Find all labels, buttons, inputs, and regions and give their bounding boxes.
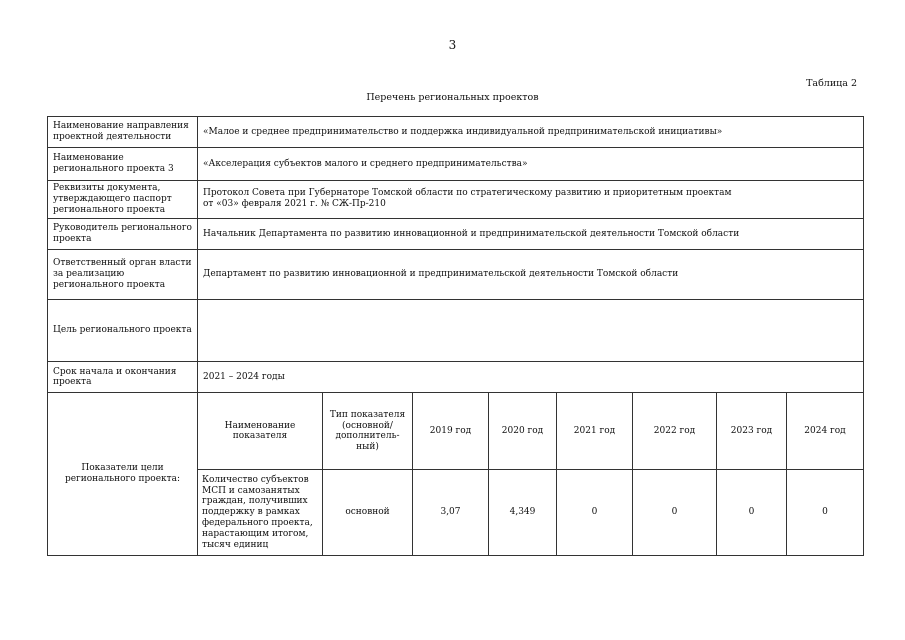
indicators-header-row — [48, 393, 864, 470]
goal-value — [198, 299, 864, 362]
document-value-line1: Протокол Совета при Губернаторе Томской области по стратегическому развитию и приоритетным проектам — [203, 188, 732, 199]
direction-value: «Малое и среднее предпринимательство и поддержка индивидуальной предпринимательской инициативы» — [198, 117, 864, 148]
term-label: Срок начала и окончания проекта — [48, 362, 198, 393]
project-value: «Акселерация субъектов малого и среднего предпринимательства» — [198, 148, 864, 180]
indicator-value-2022: 0 — [633, 470, 717, 556]
indicator-name-header: Наименование показателя — [198, 393, 323, 470]
indicator-value-2021: 0 — [557, 470, 633, 556]
document-value — [198, 180, 864, 218]
indicator-name: Количество субъектов МСП и самозанятых граждан, получивших поддержку в рамках федерального проекта, нарастающим итогом, тысяч единиц — [198, 470, 323, 556]
indicator-value-2019: 3,07 — [413, 470, 489, 556]
year-2023-header: 2023 год — [717, 393, 787, 470]
table-row — [48, 218, 864, 249]
indicator-type: основной — [323, 470, 413, 556]
indicators-label: Показатели цели регионального проекта: — [48, 393, 198, 556]
head-label: Руководитель регионального проекта — [48, 218, 198, 249]
year-2024-header: 2024 год — [787, 393, 864, 470]
table-row — [48, 299, 864, 362]
indicator-value-2024: 0 — [787, 470, 864, 556]
table-row — [48, 148, 864, 180]
document-label: Реквизиты документа, утверждающего паспорт регионального проекта — [48, 180, 198, 218]
indicator-type-header: Тип показателя (основной/ дополнитель-ный) — [323, 393, 413, 470]
table-row — [48, 250, 864, 299]
year-2021-header: 2021 год — [557, 393, 633, 470]
direction-label: Наименование направления проектной деятельности — [48, 117, 198, 148]
indicator-value-2020: 4,349 — [489, 470, 557, 556]
indicator-value-2023: 0 — [717, 470, 787, 556]
head-value: Начальник Департамента по развитию инновационной и предпринимательской деятельности Томской области — [198, 218, 864, 249]
goal-label: Цель регионального проекта — [48, 299, 198, 362]
project-label: Наименование регионального проекта 3 — [48, 148, 198, 180]
table-row — [48, 362, 864, 393]
table-title: Перечень региональных проектов — [366, 92, 539, 103]
year-2019-header: 2019 год — [413, 393, 489, 470]
document-value-line2: от «03» февраля 2021 г. № СЖ-Пр-210 — [203, 199, 386, 210]
table-row — [48, 180, 864, 218]
authority-value: Департамент по развитию инновационной и предпринимательской деятельности Томской области — [198, 250, 864, 299]
table-row — [48, 117, 864, 148]
table-label: Таблица 2 — [806, 78, 857, 89]
year-2022-header: 2022 год — [633, 393, 717, 470]
authority-label: Ответственный орган власти за реализацию регионального проекта — [48, 250, 198, 299]
year-2020-header: 2020 год — [489, 393, 557, 470]
page-number: 3 — [448, 38, 457, 52]
regional-projects-table — [47, 116, 864, 556]
term-value: 2021 – 2024 годы — [198, 362, 864, 393]
